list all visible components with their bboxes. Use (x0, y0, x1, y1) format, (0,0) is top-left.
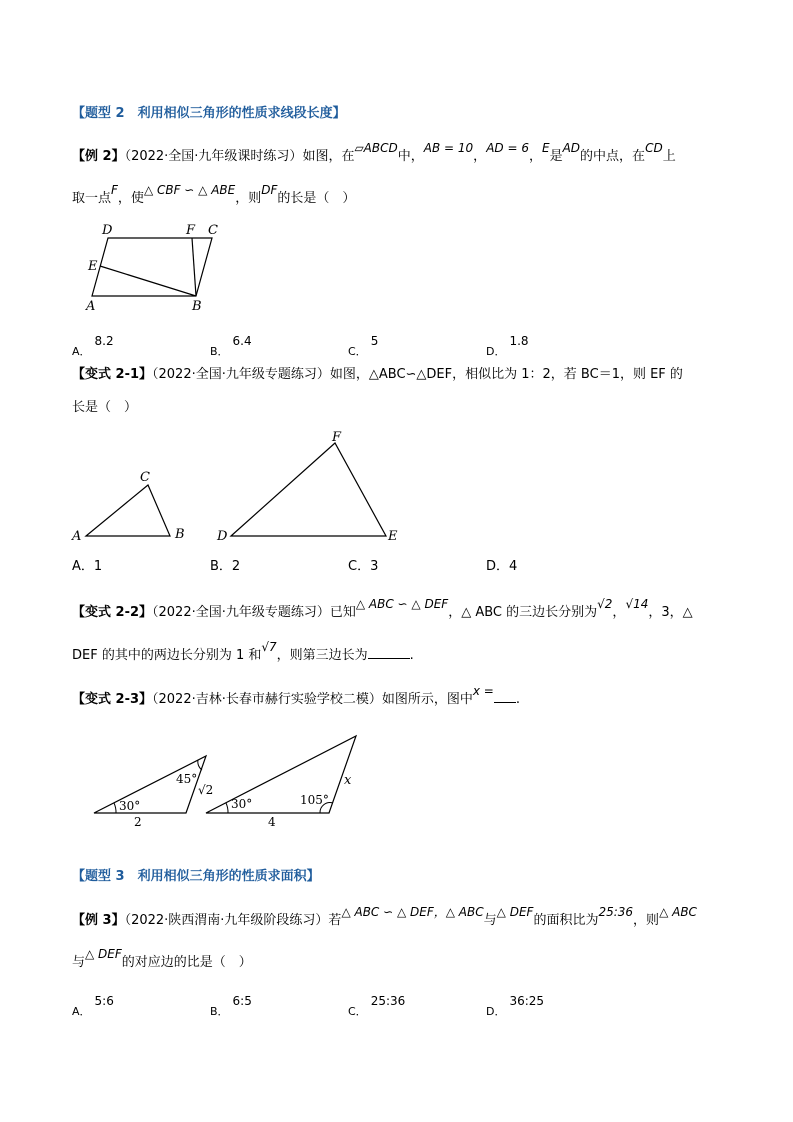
parallelogram-label: ▱ABCD (354, 141, 398, 155)
similarity-statement: △ ABC ∽ △ DEF (355, 597, 449, 611)
side-4: 4 (268, 815, 276, 829)
text: 取一点 (72, 191, 112, 206)
example-2-line-2 (72, 183, 356, 207)
sqrt-14: √14 (625, 597, 649, 611)
label-b: B (192, 299, 202, 314)
point-f: F (111, 183, 118, 197)
option-letter: B． (210, 345, 229, 358)
variant-2-2-line-1 (72, 597, 693, 621)
text: （2022·全国·九年级专题练习）如图，△ABC∽△DEF，相似比为 1：2，若 BC＝1，则 EF 的 (152, 367, 683, 382)
sqrt-2: √2 (597, 597, 613, 611)
triangle-abc: △ ABC (659, 905, 697, 919)
text: 如图，在 (302, 149, 355, 164)
text: . (515, 692, 520, 707)
similarity-statement: △ ABC ∽ △ DEF (341, 905, 434, 919)
text: ，则 (235, 191, 262, 206)
text: . (409, 648, 414, 663)
text: 的对应边的比是（ ） (121, 955, 252, 970)
example-3-option-d[interactable] (486, 994, 545, 1019)
angle-arc (114, 803, 116, 813)
ad-value: AD = 6 (486, 141, 529, 155)
example-2-option-d[interactable] (486, 334, 529, 359)
text: ，则第三边长为 (276, 648, 368, 663)
label-f: F (186, 223, 196, 238)
variant-2-1-option-a[interactable]: A．1 (72, 559, 103, 574)
example-2-option-a[interactable] (72, 334, 114, 359)
option-letter: B． (210, 1005, 229, 1018)
example-2-line-1 (72, 141, 676, 165)
option-value: 6:5 (232, 994, 252, 1008)
variant-2-1-option-d[interactable]: D．4 (486, 559, 518, 574)
text: 的中点，在 (580, 149, 646, 164)
label-c: C (140, 470, 150, 485)
label-b: B (175, 527, 185, 542)
text: 的面积比为 (533, 913, 599, 928)
option-value: 8.2 (94, 334, 114, 348)
example-2-option-c[interactable] (348, 334, 379, 359)
option-letter: D． (486, 345, 506, 358)
variant-2-1-line-2: 长是（ ） (72, 400, 138, 415)
label-e: E (388, 529, 398, 544)
ab-value: AB = 10 (423, 141, 474, 155)
section-3-title: 【题型 3 利用相似三角形的性质求面积】 (72, 869, 320, 884)
example-2-tag: 【例 2】 (72, 149, 125, 164)
segment-fb (192, 238, 196, 296)
area-ratio: 25:36 (598, 905, 634, 919)
variant-2-3-tag: 【变式 2-3】 (72, 692, 153, 707)
label-d: D (102, 223, 113, 238)
option-letter: A． (72, 345, 91, 358)
answer-blank[interactable] (368, 646, 410, 659)
side-2: 2 (134, 815, 142, 829)
option-value: 5 (370, 334, 379, 348)
triangle-abc: ，△ ABC (433, 905, 484, 919)
angle-triangles-figure (88, 728, 368, 833)
example-3-line-1 (72, 905, 697, 929)
similar-triangles-figure (68, 425, 408, 550)
triangle-def: △ DEF (496, 905, 534, 919)
triangle-def (231, 443, 386, 536)
label-a: A (72, 529, 82, 544)
variant-2-1-option-b[interactable]: B．2 (210, 559, 241, 574)
triangle-right (206, 736, 356, 813)
label-d: D (217, 529, 228, 544)
variant-2-1-line-1 (72, 367, 683, 383)
side-x: x (344, 773, 352, 788)
point-e: E (541, 141, 550, 155)
segment-ad: AD (562, 141, 581, 155)
example-3-tag: 【例 3】 (72, 913, 125, 928)
angle-30-right: 30° (231, 797, 253, 811)
option-letter: D． (486, 1005, 506, 1018)
text: ， (473, 149, 487, 164)
text: ， (612, 605, 626, 620)
angle-30-left: 30° (119, 799, 141, 813)
variant-2-1-tag: 【变式 2-1】 (72, 367, 153, 382)
example-2-source: （2022·全国·九年级课时练习） (124, 149, 303, 164)
x-equals: x = (472, 684, 494, 698)
text: 的长是（ ） (277, 191, 356, 206)
label-a: A (86, 299, 96, 314)
similarity-statement: △ CBF ∽ △ ABE (143, 183, 236, 197)
label-c: C (208, 223, 218, 238)
text: ，3，△ (648, 605, 693, 620)
option-letter: A． (72, 1005, 91, 1018)
angle-arc (226, 803, 228, 813)
example-2-option-b[interactable] (210, 334, 252, 359)
angle-105: 105° (300, 793, 329, 807)
text: DEF 的其中的两边长分别为 1 和 (72, 648, 262, 663)
variant-2-1-option-c[interactable]: C．3 (348, 559, 379, 574)
text: ， (528, 149, 542, 164)
example-3-line-2 (72, 947, 252, 971)
variant-2-2-line-2 (72, 640, 414, 664)
sqrt-7: √7 (261, 640, 277, 654)
triangle-def: △ DEF (85, 947, 122, 961)
text: 上 (662, 149, 676, 164)
segment-eb (100, 266, 196, 296)
text: （2022·全国·九年级专题练习）已知 (152, 605, 356, 620)
text: ，使 (117, 191, 144, 206)
segment-df: DF (261, 183, 278, 197)
example-3-option-a[interactable] (72, 994, 114, 1019)
variant-2-2-tag: 【变式 2-2】 (72, 605, 153, 620)
answer-blank[interactable] (494, 690, 516, 703)
triangle-abc (86, 485, 170, 536)
text: （2022·陕西渭南·九年级阶段练习）若 (124, 913, 342, 928)
example-3-option-b[interactable] (210, 994, 252, 1019)
section-2-title: 【题型 2 利用相似三角形的性质求线段长度】 (72, 106, 346, 121)
angle-45: 45° (176, 772, 198, 786)
option-value: 1.8 (509, 334, 529, 348)
side-sqrt2: √2 (198, 783, 214, 797)
text: ，△ ABC 的三边长分别为 (448, 605, 598, 620)
option-value: 25:36 (370, 994, 406, 1008)
option-value: 5:6 (94, 994, 114, 1008)
text: ，则 (633, 913, 660, 928)
parallelogram-figure (80, 218, 230, 318)
option-letter: C． (348, 1005, 367, 1018)
label-f: F (332, 430, 342, 445)
text: 与 (72, 955, 86, 970)
option-letter: C． (348, 345, 367, 358)
text: 中， (397, 149, 424, 164)
option-value: 6.4 (232, 334, 252, 348)
variant-2-3-line-1 (72, 684, 520, 708)
example-3-option-c[interactable] (348, 994, 406, 1019)
text: 与 (483, 913, 497, 928)
text: （2022·吉林·长春市赫行实验学校二模）如图所示，图中 (152, 692, 473, 707)
option-value: 36:25 (509, 994, 545, 1008)
segment-cd: CD (645, 141, 663, 155)
text: 是 (549, 149, 563, 164)
label-e: E (88, 259, 98, 274)
